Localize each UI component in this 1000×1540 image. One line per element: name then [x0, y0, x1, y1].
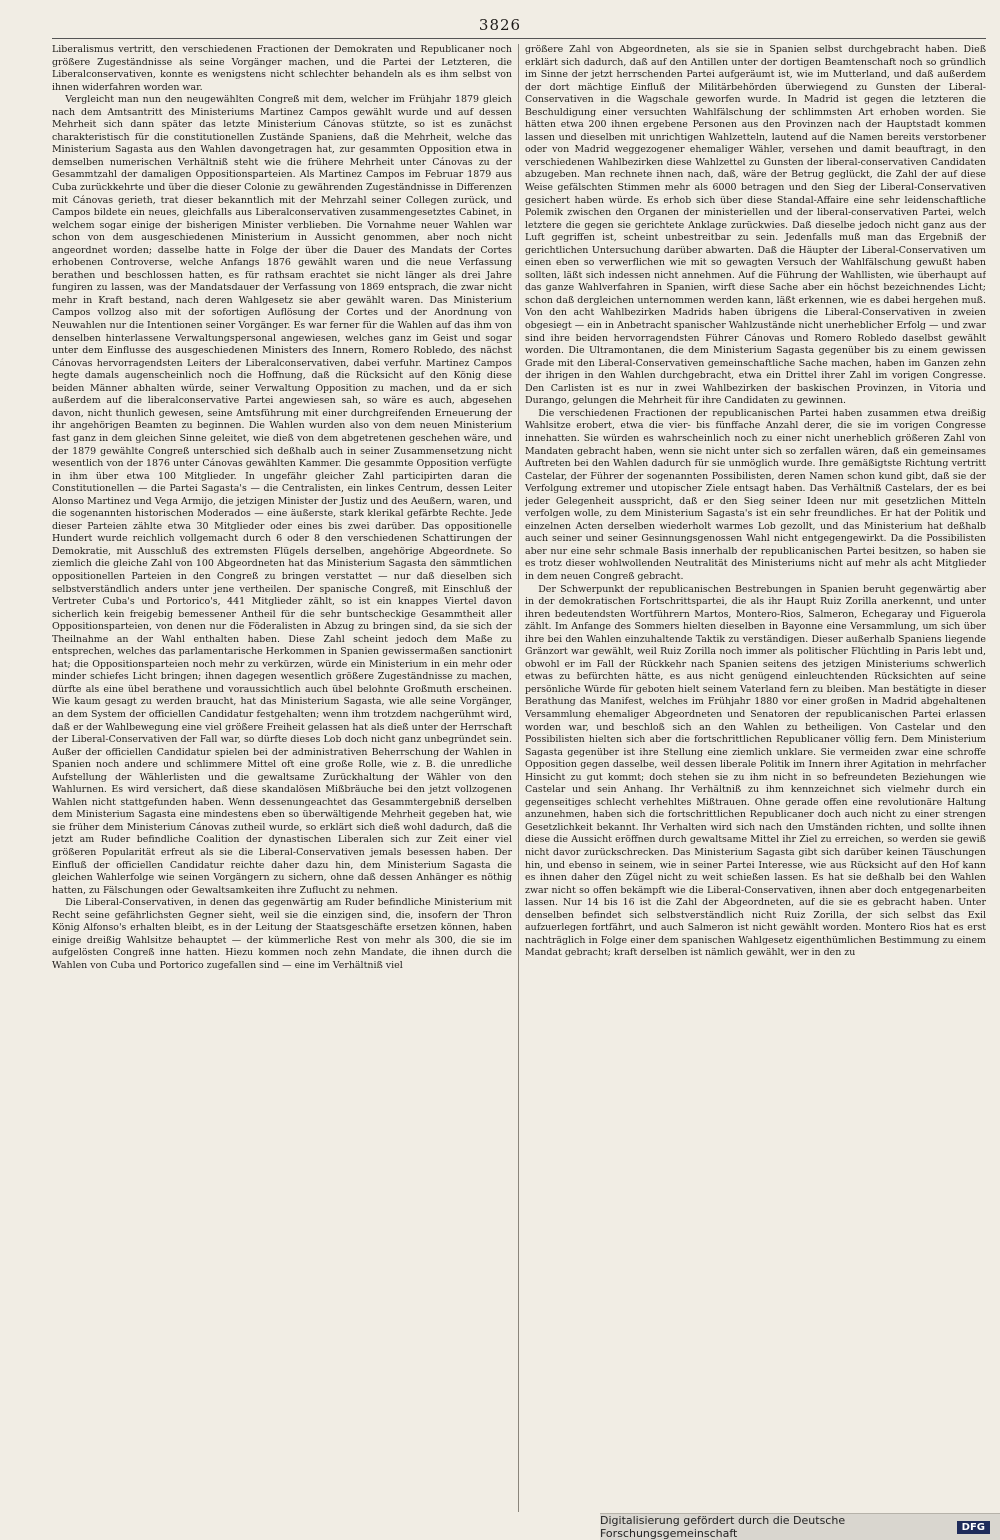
paragraph: Die Liberal-Conservativen, in denen das gegenwärtig am Ruder befindliche Ministerium mit Recht seine gefährlichsten Gegner sieht, weil sie die einzigen sind, die, insofern der Thron König Alfonso's erhalten bleibt, es in der Leitung der Staatsgeschäfte ersetzen können, haben einige dreißig Wahlsitze behauptet — der kümmerliche Rest von mehr als 300, die sie im aufgelösten Congreß inne hatten. Hiezu kommen noch zehn Mandate, die ihnen durch die Wahlen von Cuba und Portorico zugefallen sind — eine im Verhältniß viel [52, 897, 512, 971]
header-rule [52, 38, 986, 39]
paragraph: Der Schwerpunkt der republicanischen Bestrebungen in Spanien beruht gegenwärtig aber in der demokratischen Fortschrittspartei, die als ihr Haupt Ruiz Zorilla anerkennt, und unter ihren bedeutendsten Wortführern Martos, Montero-Rios, Salmeron, Echegaray und Figuerola zählt. Im Anfange des Sommers hielten dieselben in Bayonne eine Versammlung, um sich über ihre bei den Wahlen einzuhaltende Taktik zu verständigen. Dieser außerhalb Spaniens liegende Gränzort war gewählt, weil Ruiz Zorilla noch immer als politischer Flüchtling in Paris lebt und, obwohl er im Fall der Rückkehr nach Spanien seitens des jetzigen Ministeriums schwerlich etwas zu befürchten hätte, es aus nicht genügend einleuchtenden Rücksichten auf seine persönliche Würde für geboten hielt seinem Vaterland fern zu bleiben. Man bestätigte in dieser Berathung das Manifest, welches im Frühjahr 1880 vor einer großen in Madrid abgehaltenen Versammlung ehemaliger Abgeordneten und Senatoren der republicanischen Partei erlassen worden war, und beschloß sich an den Wahlen zu betheiligen. Von Castelar und den Possibilisten hielten sich aber die fortschrittlichen Republicaner völlig fern. Dem Ministerium Sagasta gegenüber ist ihre Stellung eine ziemlich unklare. Sie vermeiden zwar eine schroffe Opposition gegen dasselbe, weil dessen liberale Politik im Innern ihrer Agitation in mehrfacher Hinsicht zu gut kommt; doch stehen sie zu ihm nicht in so befreundeten Beziehungen wie Castelar und sein Anhang. Ihr Verhältniß zu ihm kennzeichnet sich vielmehr durch ein gegenseitiges schlecht verhehltes Mißtrauen. Ohne gerade offen eine revolutionäre Haltung anzunehmen, haben sich die fortschrittlichen Republicaner doch auch nicht zu einer strengen Gesetzlichkeit bekannt. Ihr Verhalten wird sich nach den Umständen richten, und sollte ihnen diese die Aussicht eröffnen durch gewaltsame Mittel ihr Ziel zu erreichen, so werden sie gewiß nicht davor zurückschrecken. Das Ministerium Sagasta gibt sich darüber keinen Täuschungen hin, und ebenso in seinem, wie in seiner Partei Interesse, wie aus Rücksicht auf den Hof kann es ihnen daher den Zügel nicht zu weit schießen lassen. Es hat sie deßhalb bei den Wahlen zwar nicht so offen bekämpft wie die Liberal-Conservativen, ihnen aber doch entgegenarbeiten lassen. Nur 14 bis 16 ist die Zahl der Abgeordneten, auf die sie es gebracht haben. Unter denselben befindet sich selbstverständlich nicht Ruiz Zorilla, der sich selbst das Exil aufzuerlegen fortfährt, und auch Salmeron ist nicht gewählt worden. Montero Rios hat es erst nachträglich in Folge einer dem spanischen Wahlgesetz eigenthümlichen Bestimmung zu einem Mandat gebracht; kraft derselben ist nämlich gewählt, wer in den zu [525, 583, 986, 959]
paragraph: Die verschiedenen Fractionen der republicanischen Partei haben zusammen etwa dreißig Wahlsitze erobert, etwa die vier- bis fünffache Anzahl derer, die sie im vorigen Congresse innehatten. Sie würden es wahrscheinlich noch zu einer nicht unerheblich größeren Zahl von Mandaten gebracht haben, wenn sie nicht unter sich so zerfallen wären, daß ein gemeinsames Auftreten bei den Wahlen dadurch für sie unmöglich wurde. Ihre gemäßigtste Richtung vertritt Castelar, der Führer der sogenannten Possibilisten, deren Namen schon kund gibt, daß sie der Verfolgung extremer und utopischer Ziele entsagt haben. Das Verhältniß Castelars, der es bei jeder Gelegenheit ausspricht, daß er den Sieg seiner Ideen nur mit gesetzlichen Mitteln verfolgen wolle, zu dem Ministerium Sagasta's ist ein sehr freundliches. Er hat der Politik und einzelnen Acten derselben wiederholt warmes Lob gezollt, und das Ministerium hat deßhalb auch seiner und seiner Gesinnungsgenossen Wahl nicht entgegengewirkt. Da die Possibilisten aber nur eine sehr schmale Basis innerhalb der republicanischen Partei besitzen, so haben sie es trotz dieser wohlwollenden Neutralität des Ministeriums nicht auf mehr als acht Mitglieder in dem neuen Congreß gebracht. [525, 407, 986, 582]
digitization-credit: Digitalisierung gefördert durch die Deutsche Forschungsgemeinschaft [600, 1514, 846, 1540]
page-number: 3826 [478, 16, 522, 34]
paragraph: Vergleicht man nun den neugewählten Congreß mit dem, welcher im Frühjahr 1879 gleich nach dem Amtsantritt des Ministeriums Martinez Campos gewählt wurde und auf dessen Mehrheit sich dann später das letzte Ministerium Cánovas stützte, so ist es zunächst charakteristisch für die constitutionellen Zustände Spaniens, daß die Mehrheit, welche das Ministerium Sagasta aus den Wahlen davongetragen hat, zur gesammten Opposition etwa in demselben numerischen Verhältniß steht wie die frühere Mehrheit unter Cánovas zu der Gesammtzahl der damaligen Oppositionsparteien. Als Martinez Campos im Februar 1879 aus Cuba zurückkehrte und über die dieser Colonie zu gewährenden Zugeständnisse in Differenzen mit Cánovas gerieth, trat dieser bekanntlich mit der Mehrzahl seiner Collegen zurück, und Campos bildete ein neues, gleichfalls aus Liberalconservativen zusammengesetztes Cabinet, in welchem sogar einige der bisherigen Minister verblieben. Die Vornahme neuer Wahlen war schon von dem ausgeschiedenen Ministerium in Aussicht genommen, aber noch nicht angeordnet worden; dasselbe hatte in Folge der über die Dauer des Mandats der Cortes erhobenen Controverse, welche Anfangs 1876 gewählt waren und die neue Verfassung berathen und beschlossen hatten, es für rathsam erachtet sie nicht länger als drei Jahre fungiren zu lassen, was der Mandatsdauer der Verfassung von 1869 entsprach, die zwar nicht mehr in Kraft bestand, nach deren Wahlgesetz sie aber gewählt waren. Das Ministerium Campos vollzog also mit der sofortigen Auflösung der Cortes und der Anordnung von Neuwahlen nur die Intentionen seiner Vorgänger. Es war ferner für die Wahlen auf das ihm von denselben hinterlassene Verwaltungspersonal angewiesen, welches ganz im Geist und sogar unter dem Einflusse des ausgeschiedenen Ministers des Innern, Romero Robledo, des nächst Cánovas hervorragendsten Leiters der Liberalconservativen, dabei verfuhr. Martinez Campos hegte damals augenscheinlich noch die Hoffnung, daß die Rücksicht auf den König diese beiden Männer abhalten würde, seiner Verwaltung Opposition zu machen, und da er sich außerdem auf die liberalconservative Partei angewiesen sah, so wäre es auch, abgesehen davon, nicht thunlich gewesen, seine Amtsführung mit einer durchgreifenden Erneuerung der ihr angehörigen Beamten zu beginnen. Die Wahlen wurden also von dem neuen Ministerium fast ganz in dem gleichen Sinne geleitet, wie dieß von dem abgetretenen geschehen wäre, und der 1879 gewählte Congreß unterschied sich deßhalb auch in seiner Zusammensetzung nicht wesentlich von der 1876 unter Cánovas gewählten Kammer. Die gesammte Opposition verfügte in ihm über etwa 100 Mitglieder. In ungefähr gleicher Zahl participirten daran die Constitutionellen — die Partei Sagasta's — die Centralisten, ein linkes Centrum, dessen Leiter Alonso Martinez und Vega Armijo, die jetzigen Minister der Justiz und des Aeußern, waren, und die sogenannten historischen Moderados — eine äußerste, stark klerikal gefärbte Rechte. Jede dieser Parteien zählte etwa 30 Mitglieder oder eines bis zwei darüber. Das oppositionelle Hundert wurde reichlich vollgemacht durch 6 oder 8 den verschiedenen Schattirungen der Demokratie, mit Ausschluß des extremsten Flügels derselben, angehörige Abgeordnete. So ziemlich die gleiche Zahl von 100 Abgeordneten hat das Ministerium Sagasta den sämmtlichen oppositionellen Parteien in den Congreß zu bringen verstattet — nur daß dieselben sich selbstverständlich anders unter jene vertheilen. Der spanische Congreß, mit Einschluß der Vertreter Cuba's und Portorico's, 441 Mitglieder zählt, so ist ein knappes Viertel davon sicherlich kein freigebig bemessener Antheil für die sehr buntscheckige Gesammtheit aller Oppositionsparteien, von denen nur die Föderalisten in Abzug zu bringen sind, da sie sich der Theilnahme an der Wahl enthalten haben. Diese Zahl scheint jedoch dem Maße zu entsprechen, welches das parlamentarische Herkommen in Spanien gewissermaßen sanctionirt hat; die Oppositionsparteien noch mehr zu verkürzen, würde ein Ministerium in ein mehr oder minder schiefes Licht bringen; ihnen dagegen wesentlich größere Zugeständnisse zu machen, dürfte als eine übel berathene und voraussichtlich auch übel belohnte Großmuth erscheinen. Wie kaum gesagt zu werden braucht, hat das Ministerium Sagasta, wie alle seine Vorgänger, an dem System der officiellen Candidatur festgehalten; wenn ihm trotzdem nachgerühmt wird, daß er der Wahlbewegung eine viel größere Freiheit gelassen hat als dieß unter der Herrschaft der Liberal-Conservativen der Fall war, so dürfte dieses Lob doch nicht ganz unbegründet sein. Außer der officiellen Candidatur spielen bei der administrativen Beherrschung der Wahlen in Spanien noch andere und schlimmere Mittel oft eine große Rolle, wie z. B. die unredliche Aufstellung der Wählerlisten und die gewaltsame Zurückhaltung der Wähler von den Wahlurnen. Es wird versichert, daß diese skandalösen Mißbräuche bei den jetzt vollzogenen Wahlen nicht stattgefunden haben. Wenn dessenungeachtet das Gesammtergebniß derselben dem Ministerium Sagasta eine mindestens eben so überwältigende Mehrheit gegeben hat, wie sie früher dem Ministerium Cánovas zutheil wurde, so erklärt sich dieß wohl dadurch, daß die jetzt am Ruder befindliche Coalition der dynastischen Liberalen sich zur Zeit einer viel größeren Popularität erfreut als sie die Liberal-Conservativen jemals besessen haben. Der Einfluß der officiellen Candidatur reichte daher dazu hin, dem Ministerium Sagasta die gleichen Wahlerfolge wie seinen Vorgängern zu sichern, ohne daß dessen Anhänger es nöthig hatten, zu Fälschungen oder Gewaltsamkeiten ihre Zuflucht zu nehmen. [52, 94, 512, 896]
paragraph: Liberalismus vertritt, den verschiedenen Fractionen der Demokraten und Republicaner noch größere Zugeständnisse als seine Vorgänger machen, und die Partei der Letzteren, die Liberalconservativen, konnte es wenigstens nicht schlechter behandeln als es ihm selbst von ihnen widerfahren worden war. [52, 44, 512, 93]
left-column [52, 44, 512, 1512]
right-column [525, 44, 986, 1512]
column-divider [518, 44, 519, 1512]
dfg-logo: DFG [957, 1521, 990, 1534]
digitization-footer [600, 1513, 1000, 1540]
paragraph: größere Zahl von Abgeordneten, als sie sie in Spanien selbst durchgebracht haben. Dieß erklärt sich dadurch, daß auf den Antillen unter der dortigen Beamtenschaft noch so gründlich im Sinne der jetzt herrschenden Partei aufgeräumt ist, wie im Mutterland, und daß außerdem der dort mächtige Einfluß der Militärbehörden überwiegend zu Gunsten der Liberal-Conservativen in die Wagschale geworfen wurde. In Madrid ist gegen die letzteren die Beschuldigung einer versuchten Wahlfälschung der schlimmsten Art erhoben worden. Sie hätten etwa 200 ihnen ergebene Personen aus den Provinzen nach der Hauptstadt kommen lassen und dieselben mit unrichtigen Wahlzetteln, lautend auf die Namen bereits verstorbener oder von Madrid weggezogener ehemaliger Wähler, versehen und damit beauftragt, in den verschiedenen Wahlbezirken diese Wahlzettel zu Gunsten der liberal-conservativen Candidaten abzugeben. Man rechnete ihnen nach, daß, wäre der Betrug geglückt, die Zahl der auf diese Weise gefälschten Stimmen mehr als 6000 betragen und den Sieg der Liberal-Conservativen gesichert haben würde. Es erhob sich über diese Standal-Affaire eine sehr leidenschaftliche Polemik zwischen den Organen der ministeriellen und der liberal-conservativen Partei, welch letztere die gegen sie gerichtete Anklage zurückwies. Daß dieselbe jedoch nicht ganz aus der Luft gegriffen ist, scheint unbestreitbar zu sein. Jedenfalls muß man das Ergebniß der gerichtlichen Untersuchung darüber abwarten. Daß die Häupter der Liberal-Conservativen um einen eben so verwerflichen wie mit so gewagten Versuch der Wahlfälschung gewußt haben sollten, läßt sich indessen nicht annehmen. Auf die Führung der Wahllisten, wie überhaupt auf das ganze Wahlverfahren in Spanien, wirft diese Sache aber ein höchst bezeichnendes Licht; schon daß dergleichen unternommen werden kann, läßt erkennen, wie es dabei hergehen muß. Von den acht Wahlbezirken Madrids haben übrigens die Liberal-Conservativen in zweien obgesiegt — ein in Anbetracht spanischer Wahlzustände nicht unerheblicher Erfolg — und zwar sind ihre beiden hervorragendsten Führer Cánovas und Romero Robledo daselbst gewählt worden. Die Ultramontanen, die dem Ministerium Sagasta gegenüber bis zu einem gewissen Grade mit den Liberal-Conservativen gemeinschaftliche Sache machen, haben im Ganzen zehn der ihrigen in den Wahlen durchgebracht, etwa ein Drittel ihrer Zahl im vorigen Congresse. Den Carlisten ist es nur in zwei Wahlbezirken der baskischen Provinzen, in Vitoria und Durango, gelungen die Mehrheit für ihre Candidaten zu gewinnen. [525, 44, 986, 407]
